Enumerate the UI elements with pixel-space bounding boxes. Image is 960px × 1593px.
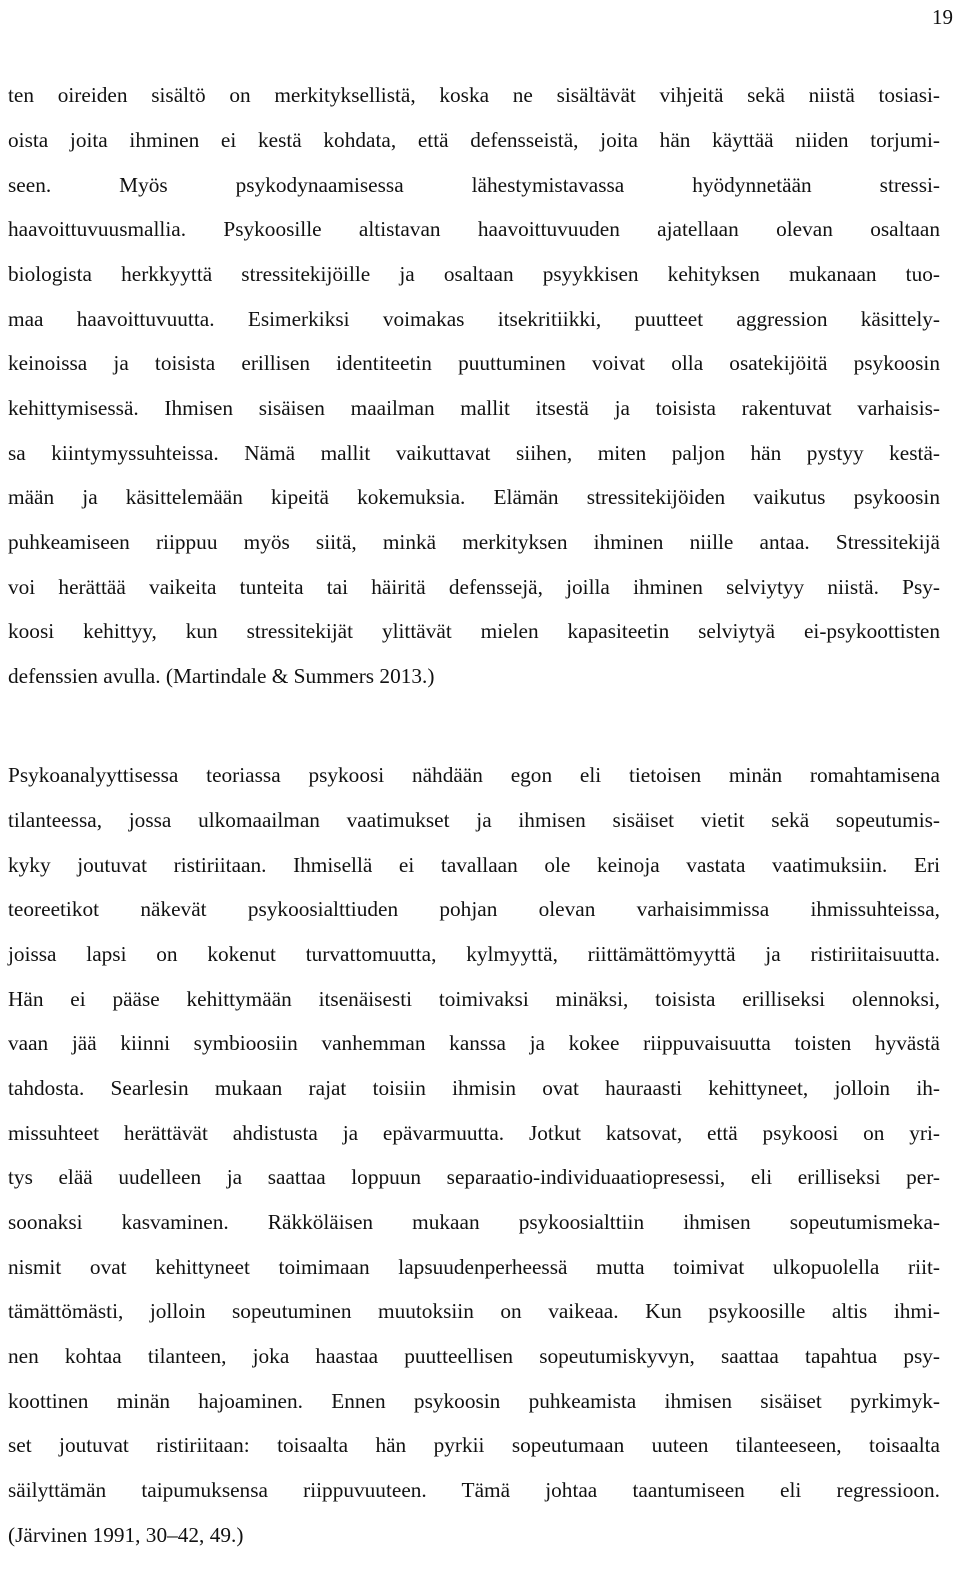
page-number: 19 — [932, 5, 953, 29]
text-line: defenssien avulla. (Martindale & Summers 2013.) — [8, 664, 435, 688]
text-line: (Järvinen 1991, 30–42, 49.) — [8, 1523, 244, 1547]
text-line: mään ja käsittelemään kipeitä kokemuksia. Elämän stressitekijöiden vaikutus psykoosin — [8, 485, 940, 509]
text-line: tilanteessa, jossa ulkomaailman vaatimukset ja ihmisen sisäiset vietit sekä sopeutumis- — [8, 808, 940, 832]
text-line: nismit ovat kehittyneet toimimaan lapsuudenperheessä mutta toimivat ulkopuolella riit- — [8, 1255, 940, 1279]
text-line: teoreetikot näkevät psykoosialttiuden pohjan olevan varhaisimmissa ihmissuhteissa, — [8, 897, 940, 921]
text-line: Psykoanalyyttisessa teoriassa psykoosi nähdään egon eli tietoisen minän romahtamisena — [8, 763, 940, 787]
text-line: tahdosta. Searlesin mukaan rajat toisiin ihmisin ovat hauraasti kehittyneet, jolloin ih- — [8, 1076, 940, 1100]
text-line: Hän ei pääse kehittymään itsenäisesti toimivaksi minäksi, toisista erilliseksi olennoksi, — [8, 987, 940, 1011]
text-line: soonaksi kasvaminen. Räkköläisen mukaan psykoosialttiin ihmisen sopeutumismeka- — [8, 1210, 940, 1234]
text-line: maa haavoittuvuutta. Esimerkiksi voimakas itsekritiikki, puutteet aggression käsittely- — [8, 307, 940, 331]
text-line: joissa lapsi on kokenut turvattomuutta, kylmyyttä, riittämättömyyttä ja ristiriitaisuutta. — [8, 942, 940, 966]
text-line: nen kohtaa tilanteen, joka haastaa puutteellisen sopeutumiskyvyn, saattaa tapahtua psy- — [8, 1344, 940, 1368]
text-line: tämättömästi, jolloin sopeutuminen muutoksiin on vaikeaa. Kun psykoosille altis ihmi- — [8, 1299, 940, 1323]
text-line: kehittymisessä. Ihmisen sisäisen maailman mallit itsestä ja toisista rakentuvat varhaisis- — [8, 396, 940, 420]
text-line: sa kiintymyssuhteissa. Nämä mallit vaikuttavat siihen, miten paljon hän pystyy kestä- — [8, 441, 940, 465]
text-line: säilyttämän taipumuksensa riippuvuuteen. Tämä johtaa taantumiseen eli regressioon. — [8, 1478, 940, 1502]
text-line: haavoittuvuusmallia. Psykoosille altistavan haavoittuvuuden ajatellaan olevan osaltaan — [8, 217, 940, 241]
text-line: kyky joutuvat ristiriitaan. Ihmisellä ei tavallaan ole keinoja vastata vaatimuksiin. Eri — [8, 853, 940, 877]
text-line: seen. Myös psykodynaamisessa lähestymistavassa hyödynnetään stressi- — [8, 173, 940, 197]
text-line: koottinen minän hajoaminen. Ennen psykoosin puhkeamista ihmisen sisäiset pyrkimyk- — [8, 1389, 940, 1413]
text-line: puhkeamiseen riippuu myös siitä, minkä merkityksen ihminen niille antaa. Stressitekijä — [8, 530, 940, 554]
text-line: ten oireiden sisältö on merkityksellistä, koska ne sisältävät vihjeitä sekä niistä tosiasi- — [8, 83, 940, 107]
text-line: oista joita ihminen ei kestä kohdata, että defensseistä, joita hän käyttää niiden torjumi- — [8, 128, 940, 152]
text-line: koosi kehittyy, kun stressitekijät ylittävät mielen kapasiteetin selviytyä ei-psykoottisten — [8, 619, 940, 643]
text-line: biologista herkkyyttä stressitekijöille ja osaltaan psyykkisen kehityksen mukanaan tuo- — [8, 262, 940, 286]
text-line: vaan jää kiinni symbioosiin vanhemman kanssa ja kokee riippuvaisuutta toisten hyvästä — [8, 1031, 940, 1055]
text-line: tys elää uudelleen ja saattaa loppuun separaatio-individuaatiopresessi, eli erilliseksi per- — [8, 1165, 940, 1189]
text-line: missuhteet herättävät ahdistusta ja epävarmuutta. Jotkut katsovat, että psykoosi on yri- — [8, 1121, 940, 1145]
text-line: keinoissa ja toisista erillisen identiteetin puuttuminen voivat olla osatekijöitä psykoosin — [8, 351, 940, 375]
text-line: set joutuvat ristiriitaan: toisaalta hän pyrkii sopeutumaan uuteen tilanteeseen, toisaalta — [8, 1433, 940, 1457]
text-line: voi herättää vaikeita tunteita tai häiritä defenssejä, joilla ihminen selviytyy niistä. Psy- — [8, 575, 940, 599]
